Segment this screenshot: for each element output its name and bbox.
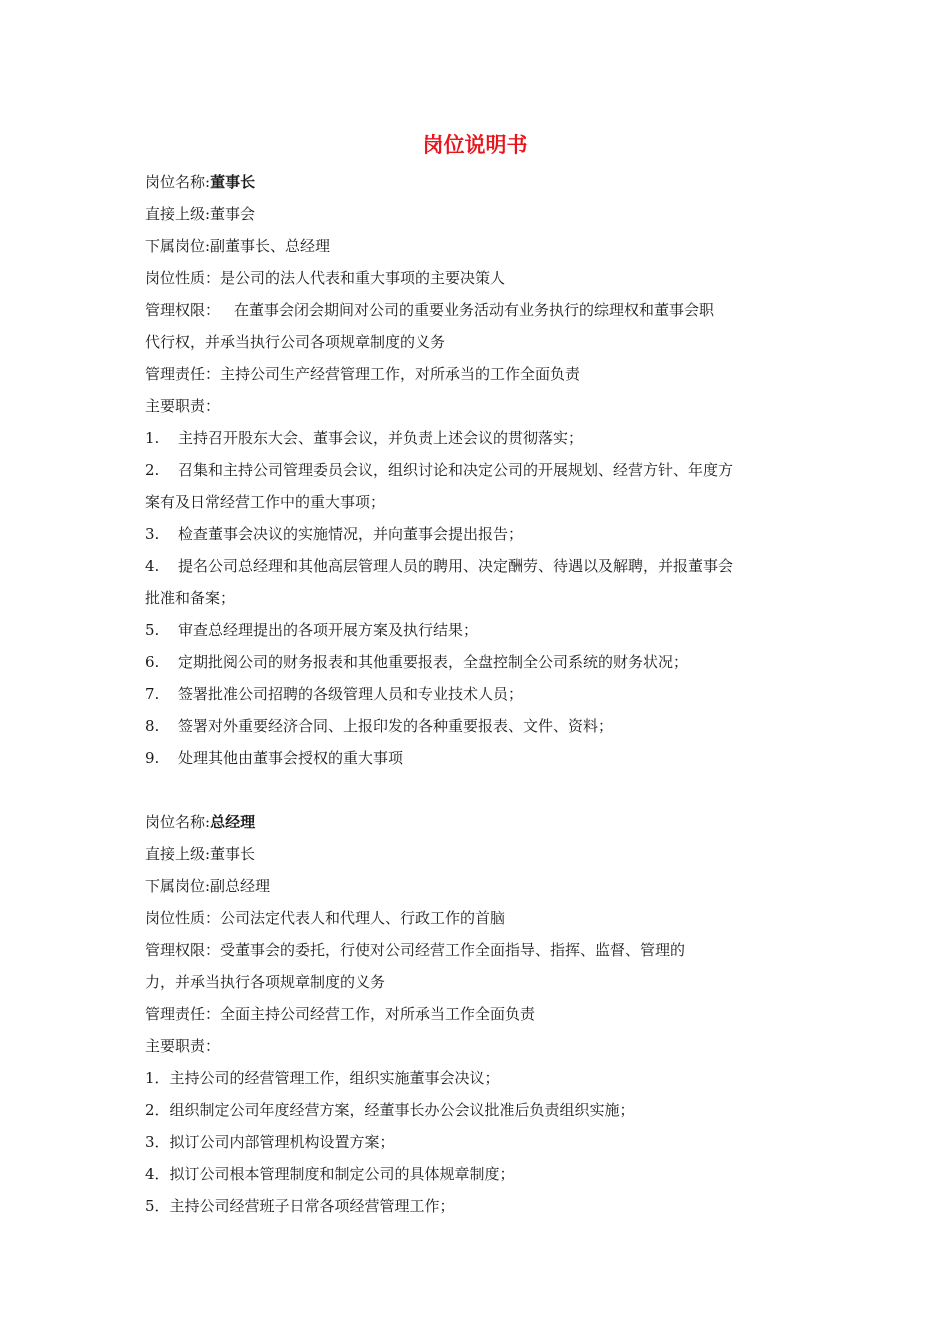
s1-duty-num: 3.: [145, 525, 160, 543]
s1-duty-text: 召集和主持公司管理委员会议，组织讨论和决定公司的开展规划、经营方针、年度方: [178, 461, 734, 479]
s2-duties-label: 主要职责：: [145, 1037, 221, 1055]
s1-duty-item-continued: 案有及日常经营工作中的重大事项；: [145, 493, 386, 511]
s1-duty-item: [145, 710, 813, 742]
s2-duty-text: 主持公司经营班子日常各项经营管理工作；: [169, 1197, 455, 1215]
s2-duty-num: 4．: [145, 1165, 170, 1183]
s1-duty-item-continued: 批准和备案；: [145, 589, 236, 607]
s1-duty-text: 审查总经理提出的各项开展方案及执行结果；: [178, 621, 479, 639]
s1-duty-text: 主持召开股东大会、董事会议，并负责上述会议的贯彻落实；: [178, 429, 584, 447]
s1-duty-text: 检查董事会决议的实施情况，并向董事会提出报告；: [178, 525, 524, 543]
s1-authority-line1: 在董事会闭会期间对公司的重要业务活动有业务执行的综理权和董事会职: [234, 301, 715, 319]
s2-superior: 直接上级:董事长: [145, 845, 256, 863]
s2-position-name-label: 岗位名称:: [145, 813, 211, 831]
s1-nature: 岗位性质：是公司的法人代表和重大事项的主要决策人: [145, 269, 506, 287]
s1-authority-label: 管理权限：: [145, 301, 221, 319]
s1-duty-text: 签署对外重要经济合同、上报印发的各种重要报表、文件、资料；: [178, 717, 614, 735]
document-body: [145, 166, 813, 1222]
s2-duty-item: [145, 1062, 813, 1094]
s2-duty-num: 1．: [145, 1069, 170, 1087]
s2-nature: 岗位性质：公司法定代表人和代理人、行政工作的首脑: [145, 909, 506, 927]
s1-responsibility: 管理责任：主持公司生产经营管理工作，对所承当的工作全面负责: [145, 365, 581, 383]
s2-duty-num: 5．: [145, 1197, 170, 1215]
s1-duty-item: [145, 454, 813, 486]
s1-duty-num: 9.: [145, 749, 160, 767]
s1-duty-text: 签署批准公司招聘的各级管理人员和专业技术人员；: [178, 685, 524, 703]
s1-position-name-label: 岗位名称:: [145, 173, 211, 191]
s1-duty-text: 提名公司总经理和其他高层管理人员的聘用、决定酬劳、待遇以及解聘，并报董事会: [178, 557, 734, 575]
s1-duty-text: 定期批阅公司的财务报表和其他重要报表，全盘控制全公司系统的财务状况；: [178, 653, 689, 671]
s2-subordinate: 下属岗位:副总经理: [145, 877, 271, 895]
document-title: 岗位说明书: [422, 133, 528, 157]
s1-position-name: [145, 166, 813, 198]
s2-position-name-value: 总经理: [210, 813, 256, 831]
s2-duty-item: [145, 1126, 813, 1158]
s2-duty-item: [145, 1158, 813, 1190]
s1-duties-label: 主要职责：: [145, 397, 221, 415]
s1-duty-num: 1.: [145, 429, 160, 447]
s1-position-name-value: 董事长: [210, 173, 256, 191]
s1-duty-num: 6.: [145, 653, 160, 671]
s1-duty-text: 处理其他由董事会授权的重大事项: [178, 749, 404, 767]
s1-duty-num: 7.: [145, 685, 160, 703]
s1-duty-item: [145, 422, 813, 454]
s1-subordinate: 下属岗位:副董事长、总经理: [145, 237, 331, 255]
s2-duty-text: 拟订公司内部管理机构设置方案；: [169, 1133, 395, 1151]
s1-duty-item: [145, 518, 813, 550]
s1-duty-num: 5.: [145, 621, 160, 639]
s1-superior: 直接上级:董事会: [145, 205, 256, 223]
s2-position-name: [145, 806, 813, 838]
s1-authority-line2: 代行权，并承当执行公司各项规章制度的义务: [145, 333, 446, 351]
s2-duty-num: 3．: [145, 1133, 170, 1151]
s2-authority-line1: 管理权限：受董事会的委托，行使对公司经营工作全面指导、指挥、监督、管理的: [145, 941, 686, 959]
s2-duty-text: 主持公司的经营管理工作，组织实施董事会决议；: [169, 1069, 500, 1087]
s1-duty-item: [145, 678, 813, 710]
s1-duty-item: [145, 646, 813, 678]
s1-duty-item: [145, 550, 813, 582]
s2-duty-item: [145, 1094, 813, 1126]
section-spacer: [145, 774, 813, 806]
s1-duty-item: [145, 614, 813, 646]
s2-duty-num: 2．: [145, 1101, 170, 1119]
s2-duty-text: 拟订公司根本管理制度和制定公司的具体规章制度；: [169, 1165, 515, 1183]
s1-duty-item: [145, 742, 813, 774]
s1-authority: [145, 294, 813, 326]
s2-duty-item: [145, 1190, 813, 1222]
s1-duty-num: 8.: [145, 717, 160, 735]
s2-authority-line2: 力，并承当执行各项规章制度的义务: [145, 973, 386, 991]
s2-responsibility: 管理责任：全面主持公司经营工作，对所承当工作全面负责: [145, 1005, 536, 1023]
s1-duty-num: 2.: [145, 461, 160, 479]
s2-duty-text: 组织制定公司年度经营方案，经董事长办公会议批准后负责组织实施；: [169, 1101, 635, 1119]
s1-duty-num: 4.: [145, 557, 160, 575]
